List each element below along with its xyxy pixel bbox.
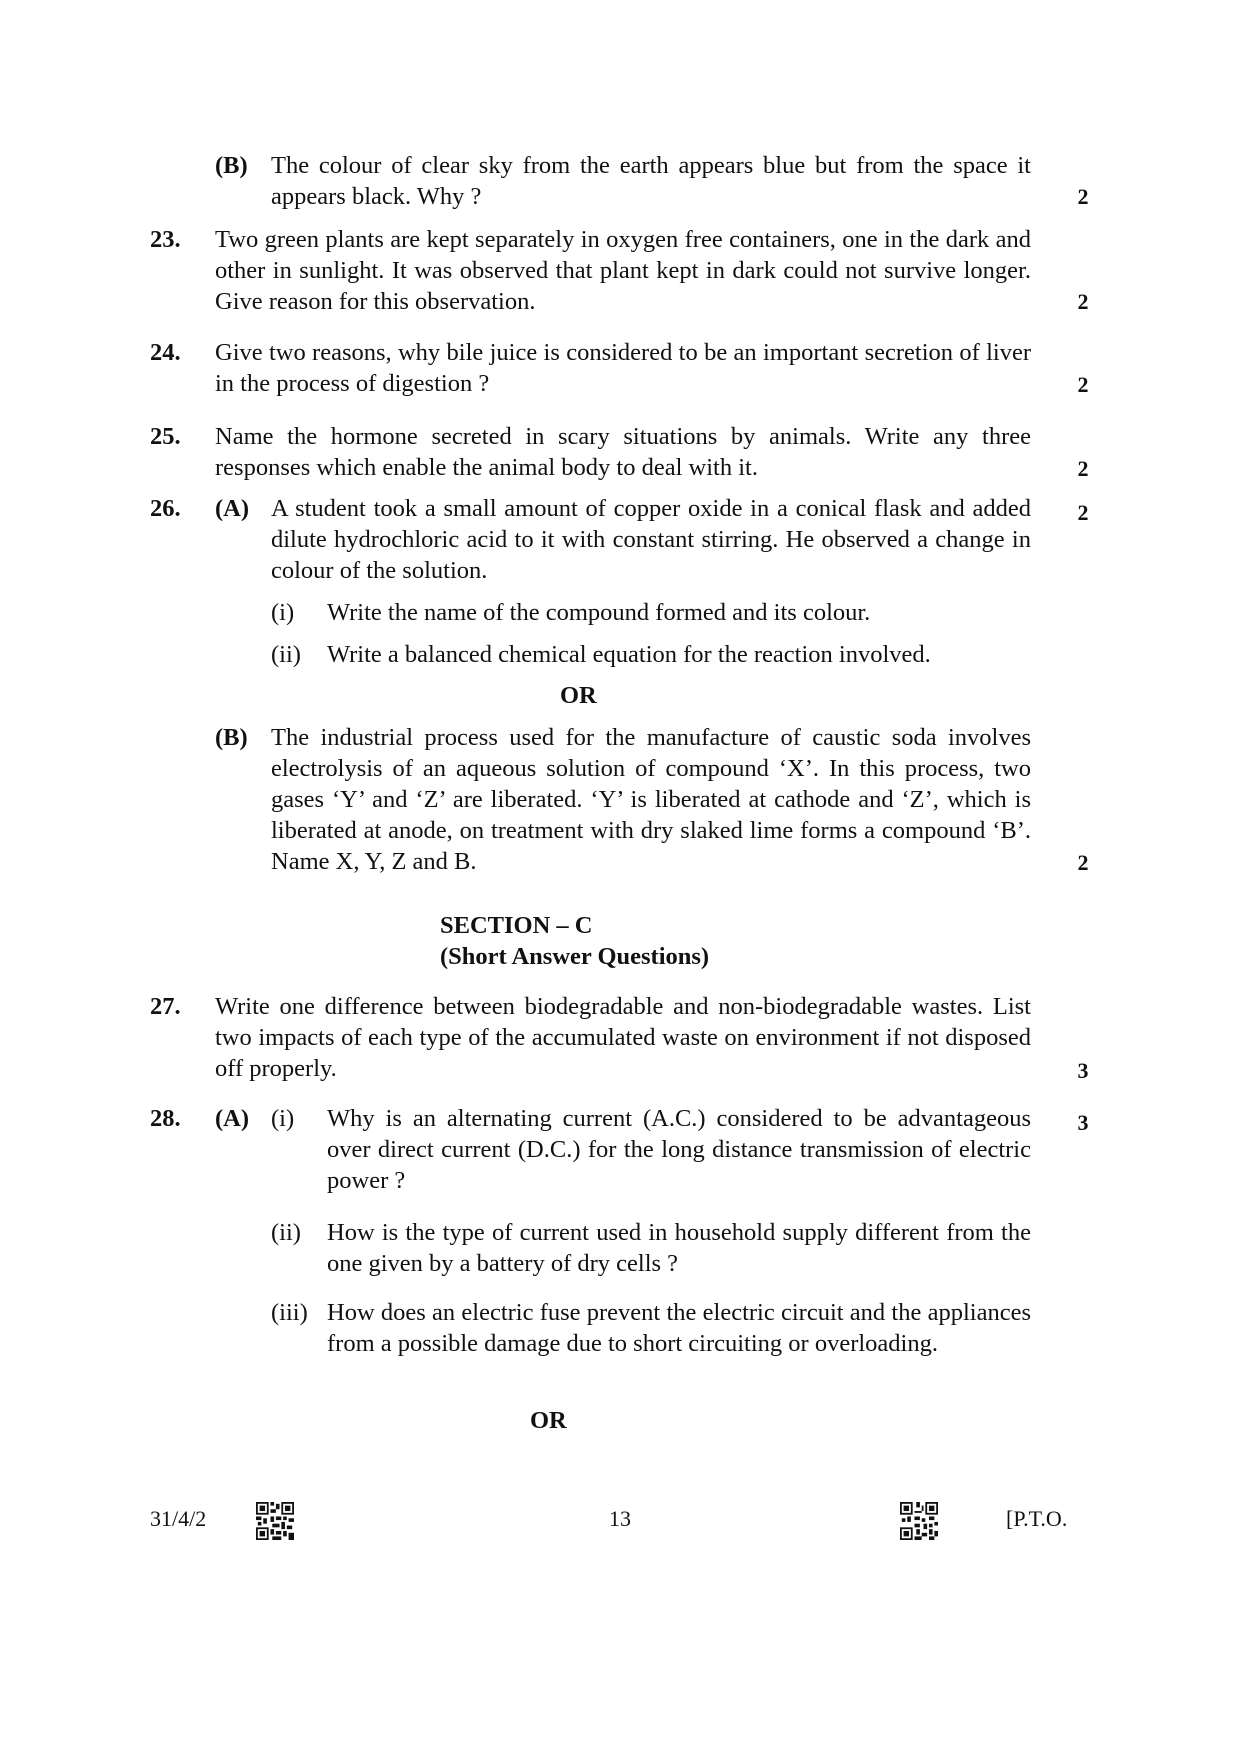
q23-marks: 2 xyxy=(1077,289,1089,314)
q26-ii-text: Write a balanced chemical equation for the reaction involved. xyxy=(327,641,931,668)
q22-b-label: (B) xyxy=(215,152,248,179)
footer-code: 31/4/2 xyxy=(150,1506,207,1531)
q25-text: Name the hormone secreted in scary situations by animals. Write any three responses which enable the animal body to deal with it. xyxy=(215,423,1031,481)
q26-a-marks: 2 xyxy=(1077,500,1089,525)
q24-number: 24. xyxy=(150,339,181,366)
q28-iii-label: (iii) xyxy=(271,1299,308,1326)
q28-marks: 3 xyxy=(1077,1110,1089,1135)
q24-marks: 2 xyxy=(1077,372,1089,397)
q27-number: 27. xyxy=(150,993,181,1020)
q28-ii-label: (ii) xyxy=(271,1219,301,1246)
q26-b-marks: 2 xyxy=(1077,850,1089,875)
q22-b-text: The colour of clear sky from the earth appears blue but from the space it appears black. Why ? xyxy=(271,152,1031,210)
qr-code-icon xyxy=(900,1502,938,1540)
q26-b-text: The industrial process used for the manufacture of caustic soda involves electrolysis of an aqueous solution of compound ‘X’. In this process, two gases ‘Y’ and ‘Z’ are liberated. ‘Y’ is liberated at cathode and ‘Z’, which is liberated at anode, on treatment with dry slaked lime forms a compound ‘B’. Name X, Y, Z and B. xyxy=(271,724,1031,875)
pto-label: [P.T.O. xyxy=(1006,1506,1068,1531)
q28-iii-text: How does an electric fuse prevent the electric circuit and the appliances from a possible damage due to short circuiting or overloading. xyxy=(327,1299,1031,1357)
q28-i-text: Why is an alternating current (A.C.) considered to be advantageous over direct current (D.C.) for the long distance transmission of electric power ? xyxy=(327,1105,1031,1194)
q27-text: Write one difference between biodegradable and non-biodegradable wastes. List two impacts of each type of the accumulated waste on environment if not disposed off properly. xyxy=(215,993,1031,1082)
q26-a-text: A student took a small amount of copper oxide in a conical flask and added dilute hydrochloric acid to it with constant stirring. He observed a change in colour of the solution. xyxy=(271,495,1031,584)
q27-marks: 3 xyxy=(1077,1058,1089,1083)
q26-a-label: (A) xyxy=(215,495,250,522)
section-subtitle: (Short Answer Questions) xyxy=(440,943,710,970)
q28-ii-text: How is the type of current used in household supply different from the one given by a battery of dry cells ? xyxy=(327,1219,1031,1277)
section-title: SECTION – C xyxy=(440,912,593,939)
q26-i-label: (i) xyxy=(271,599,295,626)
q26-b-label: (B) xyxy=(215,724,248,751)
q26-number: 26. xyxy=(150,495,181,522)
q28-or: OR xyxy=(530,1407,567,1434)
q23-number: 23. xyxy=(150,226,181,253)
q26-ii-label: (ii) xyxy=(271,641,301,668)
q28-number: 28. xyxy=(150,1105,181,1132)
q28-i-label: (i) xyxy=(271,1105,295,1132)
q26-or: OR xyxy=(560,682,597,709)
page-number: 13 xyxy=(609,1506,631,1531)
q23-text: Two green plants are kept separately in oxygen free containers, one in the dark and other in sunlight. It was observed that plant kept in dark could not survive longer. Give reason for this observation. xyxy=(215,226,1031,315)
q28-a-label: (A) xyxy=(215,1105,250,1132)
q25-number: 25. xyxy=(150,423,181,450)
q25-marks: 2 xyxy=(1077,456,1089,481)
q26-i-text: Write the name of the compound formed and its colour. xyxy=(327,599,871,626)
qr-code-icon xyxy=(256,1502,294,1540)
q24-text: Give two reasons, why bile juice is considered to be an important secretion of liver in the process of digestion ? xyxy=(215,339,1031,397)
q22-b-marks: 2 xyxy=(1077,184,1089,209)
